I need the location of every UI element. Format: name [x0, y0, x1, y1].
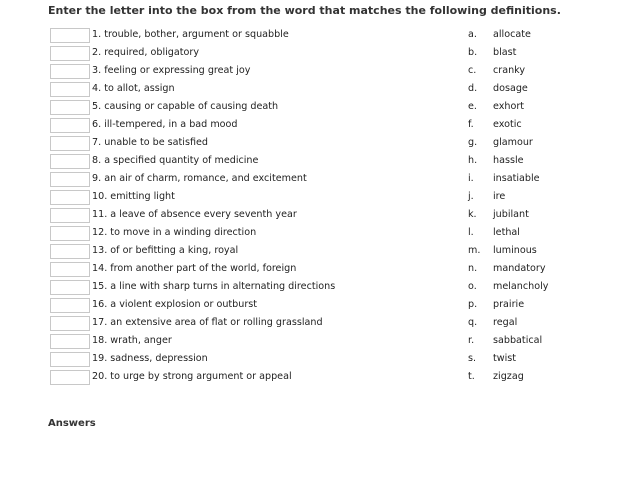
definition-text: 14. from another part of the world, foreign	[92, 263, 297, 274]
word-letter: o.	[468, 281, 477, 292]
answer-box[interactable]	[50, 226, 90, 241]
definition-text: 9. an air of charm, romance, and excitement	[92, 173, 307, 184]
word-letter: p.	[468, 299, 478, 310]
word-letter: t.	[468, 371, 475, 382]
word-letter: m.	[468, 245, 481, 256]
answer-box[interactable]	[50, 46, 90, 61]
answer-box[interactable]	[50, 352, 90, 367]
question-row	[50, 369, 610, 387]
word-option: lethal	[493, 227, 520, 238]
answer-box[interactable]	[50, 298, 90, 313]
word-option: cranky	[493, 65, 526, 76]
definition-text: 17. an extensive area of flat or rolling grassland	[92, 317, 323, 328]
word-letter: c.	[468, 65, 477, 76]
answer-box[interactable]	[50, 280, 90, 295]
definition-text: 10. emitting light	[92, 191, 175, 202]
word-option: exotic	[493, 119, 522, 130]
question-row	[50, 243, 610, 261]
word-option: ire	[493, 191, 506, 202]
word-letter: g.	[468, 137, 478, 148]
definition-text: 7. unable to be satisfied	[92, 137, 209, 148]
word-letter: l.	[468, 227, 474, 238]
answer-box[interactable]	[50, 370, 90, 385]
word-letter: k.	[468, 209, 477, 220]
answer-box[interactable]	[50, 208, 90, 223]
definition-text: 11. a leave of absence every seventh year	[92, 209, 297, 220]
definition-text: 19. sadness, depression	[92, 353, 208, 364]
question-row	[50, 315, 610, 333]
answer-box[interactable]	[50, 118, 90, 133]
word-letter: h.	[468, 155, 478, 166]
definition-text: 13. of or befitting a king, royal	[92, 245, 239, 256]
answer-box[interactable]	[50, 82, 90, 97]
question-row	[50, 81, 610, 99]
word-option: glamour	[493, 137, 533, 148]
word-letter: f.	[468, 119, 474, 130]
question-row	[50, 297, 610, 315]
question-row	[50, 351, 610, 369]
word-letter: e.	[468, 101, 477, 112]
word-letter: n.	[468, 263, 478, 274]
page-title: Enter the letter into the box from the word that matches the following definitions.	[48, 4, 561, 17]
word-option: allocate	[493, 29, 531, 40]
question-row	[50, 99, 610, 117]
question-row	[50, 333, 610, 351]
word-option: sabbatical	[493, 335, 543, 346]
question-row	[50, 63, 610, 81]
answer-box[interactable]	[50, 262, 90, 277]
definition-text: 4. to allot, assign	[92, 83, 175, 94]
word-option: zigzag	[493, 371, 524, 382]
question-row	[50, 45, 610, 63]
word-option: melancholy	[493, 281, 549, 292]
word-option: jubilant	[493, 209, 529, 220]
answer-box[interactable]	[50, 172, 90, 187]
definition-text: 15. a line with sharp turns in alternating directions	[92, 281, 336, 292]
definition-text: 8. a specified quantity of medicine	[92, 155, 259, 166]
word-letter: i.	[468, 173, 474, 184]
word-option: luminous	[493, 245, 537, 256]
word-option: exhort	[493, 101, 525, 112]
question-row	[50, 225, 610, 243]
question-row	[50, 207, 610, 225]
word-option: regal	[493, 317, 518, 328]
answer-box[interactable]	[50, 154, 90, 169]
answer-box[interactable]	[50, 316, 90, 331]
word-letter: b.	[468, 47, 478, 58]
word-letter: d.	[468, 83, 478, 94]
definition-text: 1. trouble, bother, argument or squabble	[92, 29, 289, 40]
question-row	[50, 189, 610, 207]
word-letter: q.	[468, 317, 478, 328]
question-row	[50, 27, 610, 45]
definition-text: 16. a violent explosion or outburst	[92, 299, 258, 310]
question-row	[50, 135, 610, 153]
word-option: hassle	[493, 155, 524, 166]
definition-text: 2. required, obligatory	[92, 47, 200, 58]
answer-box[interactable]	[50, 334, 90, 349]
word-option: prairie	[493, 299, 525, 310]
word-letter: a.	[468, 29, 477, 40]
question-row	[50, 171, 610, 189]
word-option: twist	[493, 353, 517, 364]
definition-text: 3. feeling or expressing great joy	[92, 65, 251, 76]
question-row	[50, 117, 610, 135]
word-option: mandatory	[493, 263, 546, 274]
answer-box[interactable]	[50, 28, 90, 43]
question-row	[50, 279, 610, 297]
matching-list	[50, 27, 610, 387]
answers-heading: Answers	[48, 418, 96, 429]
answer-box[interactable]	[50, 244, 90, 259]
definition-text: 5. causing or capable of causing death	[92, 101, 279, 112]
definition-text: 20. to urge by strong argument or appeal	[92, 371, 292, 382]
word-option: blast	[493, 47, 517, 58]
word-letter: j.	[468, 191, 474, 202]
word-option: insatiable	[493, 173, 540, 184]
word-letter: s.	[468, 353, 477, 364]
answer-box[interactable]	[50, 100, 90, 115]
definition-text: 12. to move in a winding direction	[92, 227, 257, 238]
word-option: dosage	[493, 83, 528, 94]
question-row	[50, 261, 610, 279]
definition-text: 18. wrath, anger	[92, 335, 172, 346]
answer-box[interactable]	[50, 136, 90, 151]
question-row	[50, 153, 610, 171]
answer-box[interactable]	[50, 190, 90, 205]
definition-text: 6. ill-tempered, in a bad mood	[92, 119, 238, 130]
word-letter: r.	[468, 335, 475, 346]
answer-box[interactable]	[50, 64, 90, 79]
